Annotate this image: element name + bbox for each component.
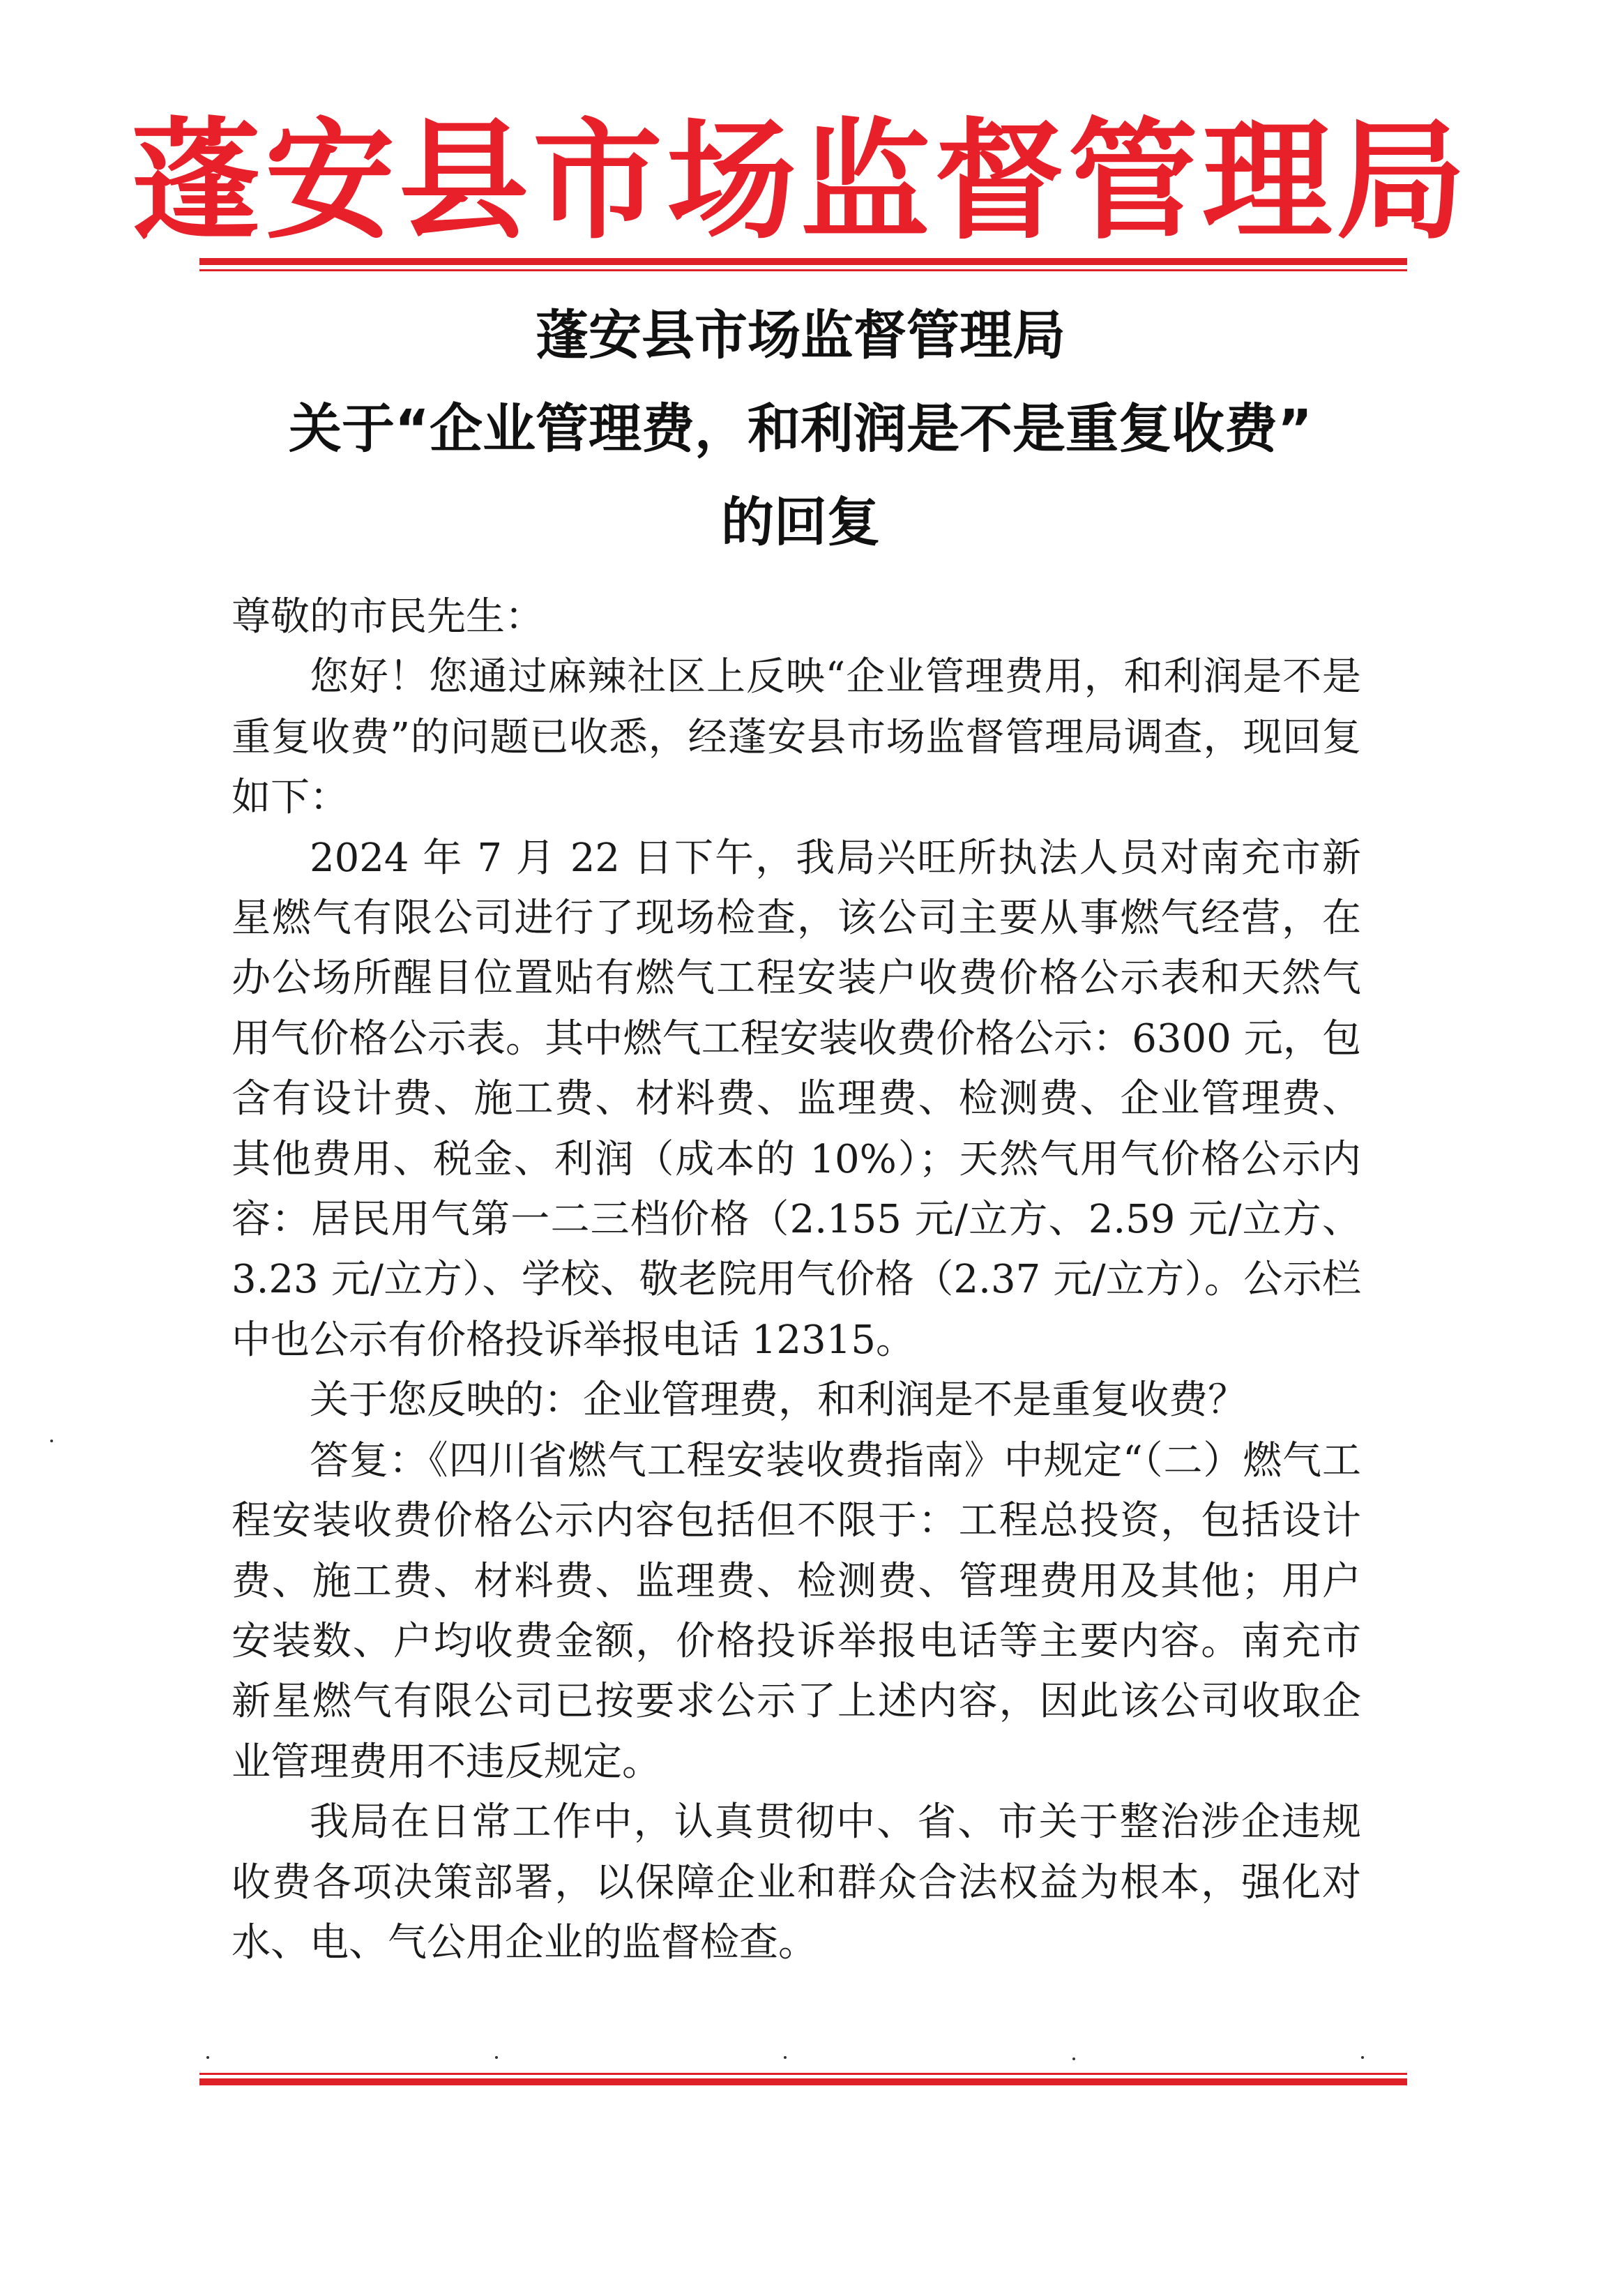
letterhead-red-rule-thick [199, 258, 1407, 265]
scan-speck [50, 1440, 53, 1442]
document-body [232, 587, 1361, 1973]
title-line-2: 关于“企业管理费，和利润是不是重复收费” [289, 398, 1312, 460]
paragraph-answer: 答复：《四川省燃气工程安装收费指南》中规定“（二）燃气工程安装收费价格公示内容包括但不限于：工程总投资，包括设计费、施工费、材料费、监理费、检测费、管理费用及其他；用户安装数、户均收费金额，价格投诉举报电话等主要内容。南充市新星燃气有限公司已按要求公示了上述内容，因此该公司收取企业管理费用不违反规定。 [232, 1437, 1361, 1785]
paragraph-greeting: 您好！您通过麻辣社区上反映“企业管理费用，和利润是不是重复收费”的问题已收悉，经蓬安县市场监督管理局调查，现回复如下： [232, 654, 1361, 821]
letterhead-red-rule-thin [199, 269, 1407, 271]
document-title [0, 289, 1601, 569]
title-line-3: 的回复 [721, 491, 880, 553]
paragraph-inspection: 2024 年 7 月 22 日下午，我局兴旺所执法人员对南充市新星燃气有限公司进行了现场检查，该公司主要从事燃气经营，在办公场所醒目位置贴有燃气工程安装户收费价格公示表和天然气用气价格公示表。其中燃气工程安装收费价格公示：6300 元，包含有设计费、施工费、材料费、监理费、检测费、企业管理费、其他费用、税金、利润（成本的 10%）；天然气用气价格公示内容：居民用气第一二三档价格（2.155 元/立方、2.59 元/立方、3.23 元/立方）、学校、敬老院用气价格（2.37 元/立方）。公示栏中也公示有价格投诉举报电话 12315。 [232, 835, 1361, 1363]
scan-speck [206, 2056, 209, 2059]
scan-speck [1072, 2057, 1075, 2060]
title-line-1: 蓬安县市场监督管理局 [536, 304, 1065, 366]
footer-red-rule-thin [199, 2073, 1407, 2075]
scan-speck [495, 2056, 498, 2059]
salutation: 尊敬的市民先生： [232, 594, 544, 640]
letterhead-org-name: 蓬安县市场监督管理局 [130, 105, 1470, 257]
scan-speck [1361, 2056, 1364, 2059]
scan-speck [784, 2056, 787, 2059]
footer-red-rule-thick [199, 2078, 1407, 2085]
paragraph-closing: 我局在日常工作中，认真贯彻中、省、市关于整治涉企违规收费各项决策部署，以保障企业和群众合法权益为根本，强化对水、电、气公用企业的监督检查。 [232, 1799, 1361, 1965]
paragraph-question: 关于您反映的：企业管理费，和利润是不是重复收费？ [310, 1377, 1247, 1423]
